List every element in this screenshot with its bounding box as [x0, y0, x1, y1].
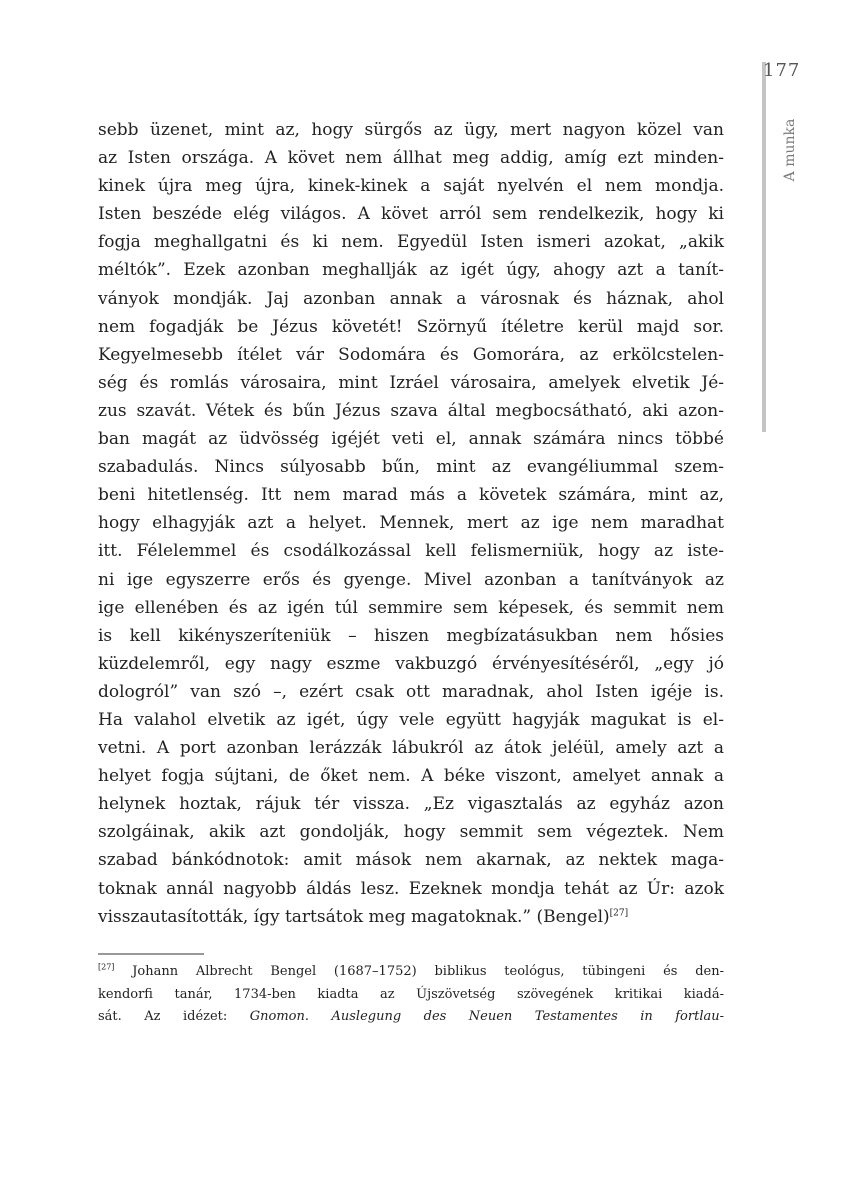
text-line: dologról” van szó –, ezért csak ott maradnak, ahol Isten igéje is.	[98, 681, 724, 702]
text-line: szolgáinak, akik azt gondolják, hogy semmit sem végeztek. Nem	[98, 822, 724, 843]
text-line: méltók”. Ezek azonban meghallják az igét úgy, ahogy azt a tanít-	[98, 260, 724, 281]
text-line: Isten beszéde elég világos. A követ arról sem rendelkezik, hogy ki	[98, 204, 724, 225]
text-line: küzdelemről, egy nagy eszme vakbuzgó érvényesítéséről, „egy jó	[98, 653, 724, 674]
text-line: fogja meghallgatni és ki nem. Egyedül Isten ismeri azokat, „akik	[98, 232, 724, 253]
text-line: ige ellenében és az igén túl semmire sem képesek, és semmit nem	[98, 597, 724, 618]
footnote-source-title: Gnomon. Auslegung des Neuen Testamentes in fortlau-	[249, 1009, 724, 1024]
text-line: beni hitetlenség. Itt nem marad más a követek számára, mint az,	[98, 485, 724, 506]
footnote-text: sát. Az idézet:	[98, 1009, 250, 1024]
text-line: vetni. A port azonban lerázzák lábukról az átok jeléül, amely azt a	[98, 738, 724, 759]
footnote	[98, 961, 724, 1029]
text-line: az Isten országa. A követ nem állhat meg addig, amíg ezt minden-	[98, 148, 724, 169]
text-line: ség és romlás városaira, mint Izráel városaira, amelyek elvetik Jé-	[98, 372, 724, 393]
text-line: Kegyelmesebb ítélet vár Sodomára és Gomorára, az erkölcstelen-	[98, 344, 724, 365]
last-line-text: visszautasították, így tartsátok meg magatoknak.” (Bengel)	[98, 906, 610, 927]
page-number: 177	[763, 60, 801, 81]
footnote-line	[98, 1006, 724, 1029]
footnote-line	[98, 961, 724, 984]
text-line: Ha valahol elvetik az igét, úgy vele együtt hagyják magukat is el-	[98, 709, 724, 730]
text-line: is kell kikényszeríteniük – hiszen megbízatásukban nem hősies	[98, 625, 724, 646]
text-line: ványok mondják. Jaj azonban annak a városnak és háznak, ahol	[98, 288, 724, 309]
footnote-line: kendorfi tanár, 1734-ben kiadta az Újszövetség szövegének kritikai kiadá-	[98, 986, 724, 1002]
text-line: szabadulás. Nincs súlyosabb bűn, mint az evangéliummal szem-	[98, 457, 724, 478]
text-line-last	[98, 903, 724, 931]
text-line: sebb üzenet, mint az, hogy sürgős az ügy, mert nagyon közel van	[98, 120, 724, 140]
running-title: A munka	[782, 118, 798, 182]
text-line: ban magát az üdvösség igéjét veti el, annak számára nincs többé	[98, 429, 724, 450]
footnote-divider	[98, 953, 204, 955]
text-line: zus szavát. Vétek és bűn Jézus szava által megbocsátható, aki azon-	[98, 400, 724, 421]
text-line: kinek újra meg újra, kinek-kinek a saját nyelvén el nem mondja.	[98, 176, 724, 197]
text-line: helyet fogja sújtani, de őket nem. A béke viszont, amelyet annak a	[98, 766, 724, 787]
text-line: hogy elhagyják azt a helyet. Mennek, mert az ige nem maradhat	[98, 513, 724, 534]
text-line: ni ige egyszerre erős és gyenge. Mivel azonban a tanítványok az	[98, 569, 724, 590]
text-line: szabad bánkódnotok: amit mások nem akarnak, az nektek maga-	[98, 850, 724, 871]
text-line: helynek hoztak, rájuk tér vissza. „Ez vigasztalás az egyház azon	[98, 794, 724, 815]
margin-rule	[762, 62, 766, 432]
footnote-text: Johann Albrecht Bengel (1687–1752) biblikus teológus, tübingeni és den-	[132, 964, 724, 979]
text-line: itt. Félelemmel és csodálkozással kell felismerniük, hogy az iste-	[98, 541, 724, 562]
text-line: nem fogadják be Jézus követét! Szörnyű ítéletre kerül majd sor.	[98, 316, 724, 337]
footnote-reference[interactable]: [27]	[609, 907, 629, 918]
text-line: toknak annál nagyobb áldás lesz. Ezeknek mondja tehát az Úr: azok	[98, 878, 724, 899]
footnote-marker: [27]	[98, 962, 115, 972]
body-text	[98, 116, 724, 931]
